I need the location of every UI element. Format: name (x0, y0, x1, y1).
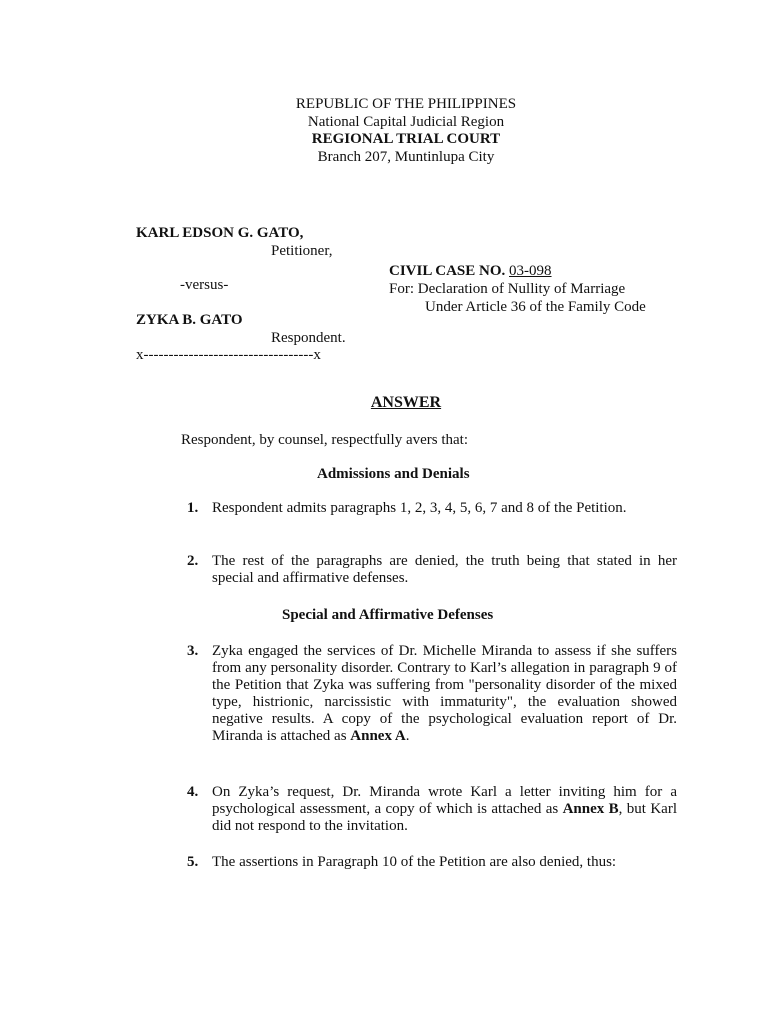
header-court: REGIONAL TRIAL COURT (311, 131, 501, 147)
section-heading-admissions: Admissions and Denials (317, 466, 470, 482)
respondent-label: Respondent. (271, 330, 346, 346)
case-nature-line2: Under Article 36 of the Family Code (425, 299, 646, 315)
case-number-line (389, 262, 552, 280)
paragraph-number: 2. (187, 553, 199, 569)
paragraph-text: On Zyka’s request, Dr. Miranda wrote Karl a letter inviting him for a psychological assessment, a copy of which is attached as Annex B, but Karl did not respond to the invitation. (212, 784, 677, 834)
header-republic: REPUBLIC OF THE PHILIPPINES (295, 96, 517, 112)
paragraph-number: 3. (187, 643, 199, 659)
paragraph-text: The rest of the paragraphs are denied, the truth being that stated in her special and affirmative defenses. (212, 553, 677, 586)
petitioner-name: KARL EDSON G. GATO, (136, 225, 304, 241)
case-nature-line1: For: Declaration of Nullity of Marriage (389, 281, 626, 297)
section-heading-defenses: Special and Affirmative Defenses (282, 607, 494, 623)
header-branch: Branch 207, Muntinlupa City (317, 149, 495, 165)
document-title: ANSWER (370, 394, 442, 411)
paragraph-number: 5. (187, 854, 199, 870)
annex-b-reference: Annex B (562, 801, 619, 817)
paragraph-text: Respondent admits paragraphs 1, 2, 3, 4, 5, 6, 7 and 8 of the Petition. (212, 500, 627, 516)
caption-separator: x----------------------------------x (136, 347, 321, 363)
case-number-label: CIVIL CASE NO. (389, 263, 510, 279)
versus-label: -versus- (180, 277, 229, 293)
paragraph-text: The assertions in Paragraph 10 of the Petition are also denied, thus: (212, 854, 617, 870)
case-number: 03-098 (509, 263, 552, 279)
annex-a-reference: Annex A (350, 728, 406, 744)
petitioner-label: Petitioner, (271, 243, 333, 259)
intro-text: Respondent, by counsel, respectfully avers that: (181, 432, 469, 448)
paragraph-number: 4. (187, 784, 199, 800)
respondent-name: ZYKA B. GATO (136, 312, 243, 328)
header-region: National Capital Judicial Region (307, 114, 505, 130)
paragraph-text: Zyka engaged the services of Dr. Michelle Miranda to assess if she suffers from any personality disorder. Contrary to Karl’s allegation in paragraph 9 of the Petition that Zyka was suffering from "personality disorder of the mixed type, histrionic, narcissistic with immaturity", the evaluation showed negative results. A copy of the psychological evaluation report of Dr. Miranda is attached as Annex A. (212, 643, 677, 744)
paragraph-number: 1. (187, 500, 199, 516)
